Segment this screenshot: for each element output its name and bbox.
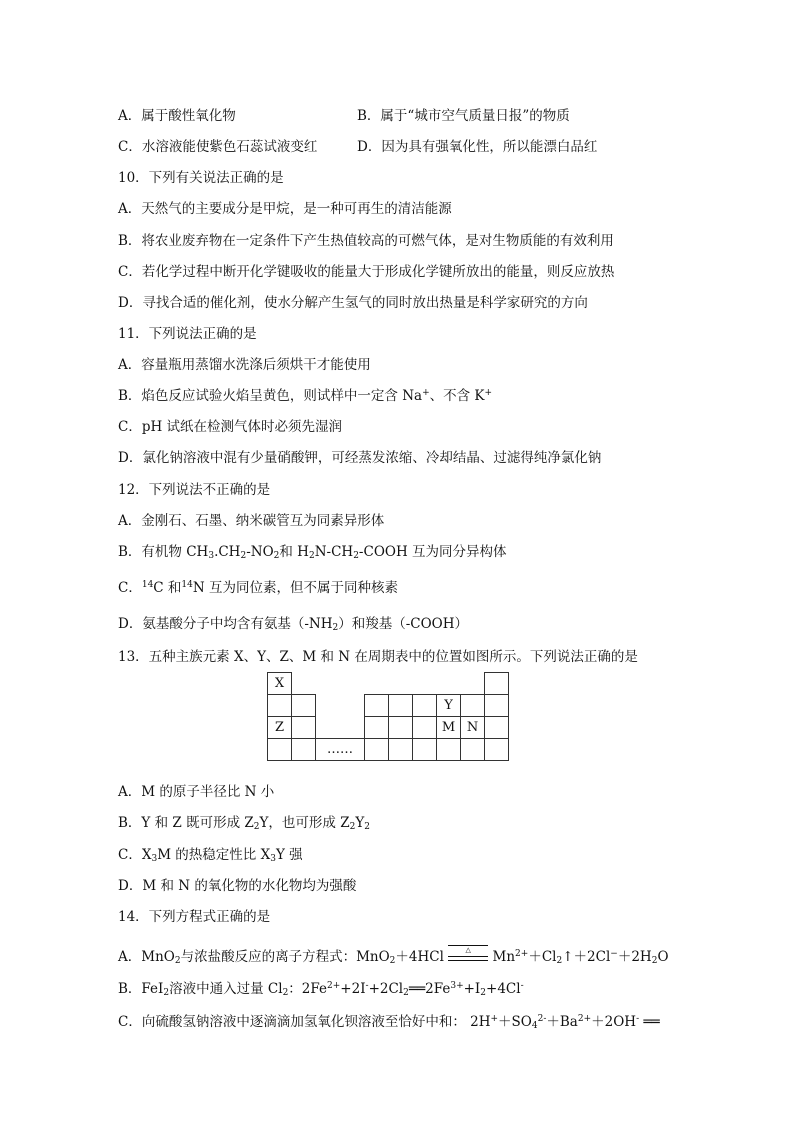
q13-stem: 13．五种主族元素 X、Y、Z、M 和 N 在周期表中的位置如图所示。下列说法正确的是 [118,649,638,665]
heat-equals-sign [448,945,488,965]
q9-option-b: B．属于“城市空气质量日报”的物质 [357,108,570,124]
text: B．Y 和 Z 既可形成 Z [118,815,254,831]
text: O [657,949,669,965]
superscript: - [365,981,369,991]
text: ↑＋2Cl [562,949,611,965]
q13-option-a: A．M 的原子半径比 N 小 [118,784,275,800]
subscript: 3 [270,854,276,864]
cell-m: M [437,717,461,739]
text: C．X [118,847,152,863]
q14-stem: 14．下列方程式正确的是 [118,909,271,925]
text: C 和 [153,580,182,596]
subscript: 2 [480,988,487,998]
subscript: 2 [364,822,370,832]
q10-option-b: B．将农业废弃物在一定条件下产生热值较高的可燃气体，是对生物质能的有效利用 [118,233,614,249]
text: ＋Ba [546,1014,578,1030]
subscript: 2 [282,988,289,998]
heat-condition: △ [448,945,488,954]
cell-x: X [268,673,292,695]
q10-option-c: C．若化学过程中断开化学键吸收的能量大于形成化学键所放出的能量，则反应放热 [118,264,615,280]
text: ＋2OH [591,1014,637,1030]
text: 与浓盐酸反应的离子方程式：MnO [180,949,390,965]
superscript: 2+ [577,1014,592,1024]
text: -NO [246,544,274,560]
subscript: 2 [353,551,359,561]
cell-n: N [461,717,485,739]
periodic-table-fragment [267,672,509,761]
subscript: 2 [556,956,563,966]
subscript: 2 [349,822,356,832]
q11-option-b-text: B．焰色反应试验火焰呈黄色，则试样中一定含 Na [118,388,423,404]
text: ＋4HCl [395,949,444,965]
subscript: 2 [273,551,280,561]
subscript: 2 [174,956,181,966]
q10-option-d: D．寻找合适的催化剂，使水分解产生氢气的同时放出热量是科学家研究的方向 [118,295,588,311]
q12-option-c [118,576,398,596]
text: +2I [340,981,366,997]
q12-option-a: A．金刚石、石墨、纳米碳管互为同素异形体 [118,513,385,529]
q10-option-a: A．天然气的主要成分是甲烷，是一种可再生的清洁能源 [118,201,452,217]
superscript: 2- [537,1014,547,1024]
text: 溶液中通入过量 Cl [169,981,283,997]
text: D．氨基酸分子中均含有氨基（-NH [118,616,333,632]
text: A．MnO [118,949,175,965]
text: ）和羧基（-COOH） [338,616,469,632]
text: ：2Fe [288,981,328,997]
text: C． [118,580,142,596]
subscript: 2 [403,988,409,998]
text: +4Cl [486,981,521,997]
cell-empty [485,673,509,695]
subscript: 2 [389,956,396,966]
superscript: 2+ [327,981,341,991]
superscript: - [520,981,524,991]
subscript: 2 [163,988,170,998]
subscript: 4 [531,1021,538,1031]
text: 和 H [279,544,309,560]
q9-option-c: C．水溶液能使紫色石蕊试液变红 [118,139,318,155]
text: B．有机物 CH [118,544,209,560]
text: ══ [639,1014,660,1030]
text: -COOH 互为同分异构体 [358,544,507,560]
q11-option-b-text2: 、不含 K [429,388,485,404]
q12-stem: 12．下列说法不正确的是 [118,482,271,498]
subscript: 3 [151,854,158,864]
superscript: 2+ [515,949,529,959]
superscript: 14 [141,580,154,590]
text: N 互为同位素，但不属于同种核素 [192,580,398,596]
q12-option-d [118,612,468,633]
q10-stem: 10．下列有关说法正确的是 [118,170,284,186]
subscript: 2 [651,956,658,966]
superscript: 14 [181,580,193,590]
text: Y 强 [275,847,303,863]
q12-option-b [118,540,507,561]
subscript: 2 [332,623,339,633]
q14-option-a [118,945,669,966]
q11-option-c: C．pH 试纸在检测气体时必须先湿润 [118,419,343,435]
text: M 的热稳定性比 X [157,847,271,863]
subscript: 2 [253,822,260,832]
q13-option-d: D．M 和 N 的氧化物的水化物均为强酸 [118,878,357,894]
superscript: + [484,388,493,398]
q11-option-a: A．容量瓶用蒸馏水洗涤后须烘干才能使用 [118,357,371,373]
text: Mn [492,949,516,965]
q14-option-b [118,977,524,998]
q11-stem: 11．下列说法正确的是 [118,326,257,342]
cell-ellipsis: …… [316,739,365,761]
text: ＋SO [498,1014,532,1030]
q9-option-a: A．属于酸性氧化物 [118,108,236,124]
q13-option-b [118,811,370,832]
q9-option-d: D．因为具有强氧化性，所以能漂白品红 [357,139,598,155]
superscript: 3+ [450,981,464,991]
cell-z: Z [268,717,292,739]
text: B．FeI [118,981,164,997]
text: ＋Cl [528,949,557,965]
text: +2Cl [368,981,404,997]
text: +I [463,981,481,997]
text: Y [355,815,365,831]
text: .CH [214,544,241,560]
subscript: 3 [208,551,215,561]
subscript: 2 [240,551,247,561]
text: C．向硫酸氢钠溶液中逐滴滴加氢氧化钡溶液至恰好中和： 2H [118,1014,491,1030]
superscript: + [490,1014,499,1024]
cell-y: Y [437,695,461,717]
q13-option-c [118,843,303,864]
superscript: − [610,949,618,959]
q11-option-b [118,384,492,404]
superscript: - [636,1014,640,1024]
q14-option-c [118,1010,660,1031]
text: Y，也可形成 Z [259,815,350,831]
text: ＋2H [617,949,652,965]
text: ══2Fe [408,981,451,997]
text: N-CH [314,544,354,560]
q11-option-d: D．氯化钠溶液中混有少量硝酸钾，可经蒸发浓缩、冷却结晶、过滤得纯净氯化钠 [118,450,602,466]
subscript: 2 [308,551,315,561]
superscript: + [422,388,430,398]
